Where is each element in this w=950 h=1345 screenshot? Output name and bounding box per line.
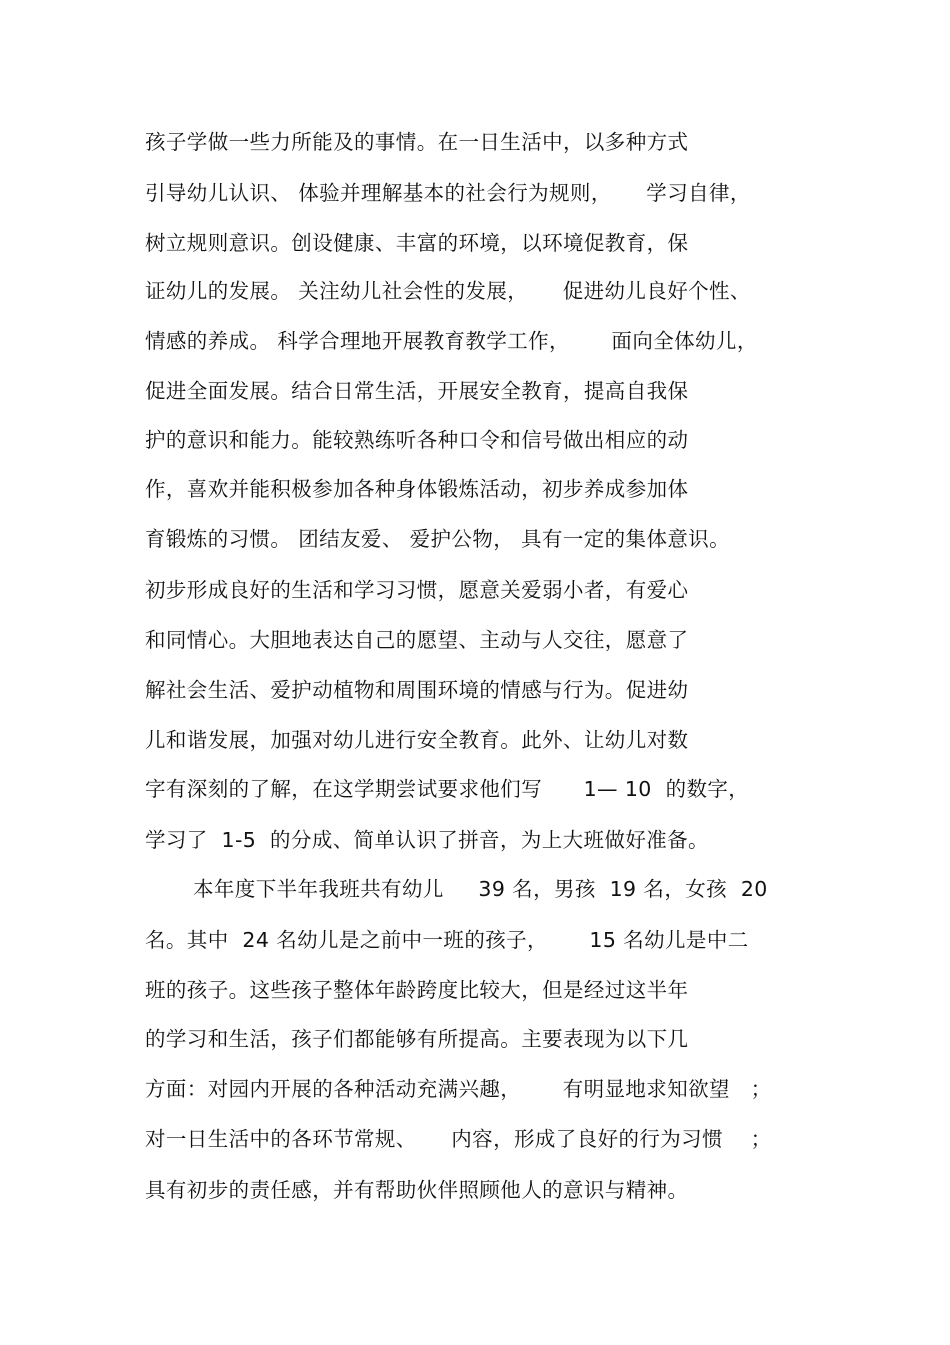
text-line: 证幼儿的发展。 关注幼儿社会性的发展， 促进幼儿良好个性、 [145,279,751,303]
text-line: 的学习和生活，孩子们都能够有所提高。主要表现为以下几 [145,1027,689,1051]
text-line: 名。其中 24 名幼儿是之前中一班的孩子， 15 名幼儿是中二 [145,928,749,952]
text-line: 初步形成良好的生活和学习习惯，愿意关爱弱小者，有爱心 [145,578,689,602]
text-line: 和同情心。大胆地表达自己的愿望、主动与人交往，愿意了 [145,628,689,652]
text-line: 护的意识和能力。能较熟练听各种口令和信号做出相应的动 [145,428,689,452]
text-line: 情感的养成。 科学合理地开展教育教学工作， 面向全体幼儿， [145,329,758,353]
text-line: 育锻炼的习惯。 团结友爱、 爱护公物， 具有一定的集体意识。 [145,527,731,551]
text-line: 班的孩子。这些孩子整体年龄跨度比较大，但是经过这半年 [145,978,689,1002]
text-line: 解社会生活、爱护动植物和周围环境的情感与行为。促进幼 [145,678,689,702]
text-line: 具有初步的责任感，并有帮助伙伴照顾他人的意识与精神。 [145,1178,689,1202]
text-line: 方面：对园内开展的各种活动充满兴趣， 有明显地求知欲望 ； [145,1077,772,1101]
text-line: 字有深刻的了解，在这学期尝试要求他们写 1— 10 的数字， [145,777,750,801]
text-line: 促进全面发展。结合日常生活，开展安全教育，提高自我保 [145,379,689,403]
text-line: 对一日生活中的各环节常规、 内容，形成了良好的行为习惯 ； [145,1127,772,1151]
text-line: 儿和谐发展，加强对幼儿进行安全教育。此外、让幼儿对数 [145,728,689,752]
text-line: 学习了 1-5 的分成、简单认识了拼音，为上大班做好准备。 [145,828,709,852]
text-line: 引导幼儿认识、 体验并理解基本的社会行为规则， 学习自律， [145,181,751,205]
text-line: 作，喜欢并能积极参加各种身体锻炼活动，初步养成参加体 [145,477,689,501]
text-line: 树立规则意识。创设健康、丰富的环境，以环境促教育，保 [145,231,689,255]
paragraph-first-line: 本年度下半年我班共有幼儿 39 名，男孩 19 名，女孩 20 [193,877,768,901]
text-line: 孩子学做一些力所能及的事情。在一日生活中，以多种方式 [145,130,689,154]
